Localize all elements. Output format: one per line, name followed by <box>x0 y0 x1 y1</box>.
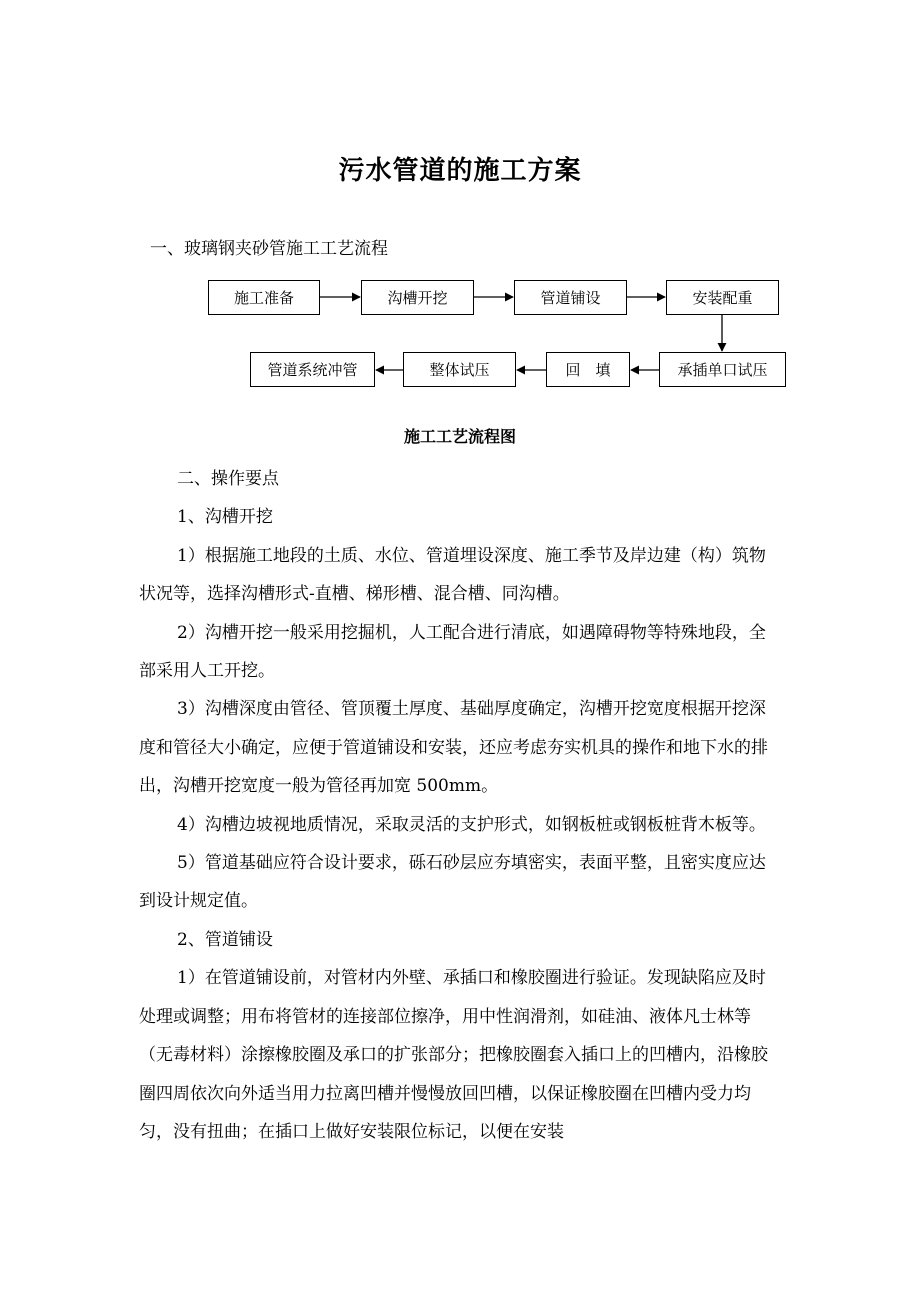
heading-operation-points: 二、操作要点 <box>177 469 279 489</box>
body-text <box>139 460 781 1151</box>
flow-step-trench: 沟槽开挖 <box>361 280 474 315</box>
paragraph: 5）管道基础应符合设计要求，砾石砂层应夯填密实，表面平整，且密实度应达到设计规定值。 <box>139 853 766 912</box>
flow-step-pipe-laying: 管道铺设 <box>514 280 627 315</box>
flow-step-backfill: 回 填 <box>546 352 630 387</box>
section-heading-flow: 一、玻璃钢夹砂管施工工艺流程 <box>150 239 388 259</box>
flow-step-prepare: 施工准备 <box>208 280 320 315</box>
paragraph: 1）在管道铺设前，对管材内外壁、承插口和橡胶圈进行验证。发现缺陷应及时处理或调整；用布将管材的连接部位擦净，用中性润滑剂，如硅油、液体凡士林等（无毒材料）涂擦橡胶圈及承口的扩张部分；把橡胶圈套入插口上的凹槽内，沿橡胶圈四周依次向外适当用力拉离凹槽并慢慢放回凹槽，以保证橡胶圈在凹槽内受力均匀，没有扭曲；在插口上做好安装限位标记，以便在安装 <box>139 968 768 1142</box>
paragraph: 1）根据施工地段的土质、水位、管道埋设深度、施工季节及岸边建（构）筑物状况等，选择沟槽形式-直槽、梯形槽、混合槽、同沟槽。 <box>139 545 766 605</box>
flow-step-overall-test: 整体试压 <box>403 352 516 387</box>
flow-step-ballast: 安装配重 <box>666 280 779 315</box>
subheading-trench: 1、沟槽开挖 <box>177 507 273 528</box>
subheading-pipe-laying: 2、管道铺设 <box>177 929 273 950</box>
flow-caption: 施工工艺流程图 <box>403 427 516 446</box>
flow-step-joint-test: 承插单口试压 <box>659 352 786 387</box>
paragraph: 2）沟槽开挖一般采用挖掘机，人工配合进行清底，如遇障碍物等特殊地段，全部采用人工开挖。 <box>139 622 766 682</box>
paragraph: 3）沟槽深度由管径、管顶覆土厚度、基础厚度确定，沟槽开挖宽度根据开挖深度和管径大小确定，应便于管道铺设和安装，还应考虑夯实机具的操作和地下水的排出，沟槽开挖宽度一般为管径再加宽 500mm。 <box>139 699 768 797</box>
flow-step-flush: 管道系统冲管 <box>250 352 375 387</box>
paragraph: 4）沟槽边坡视地质情况，采取灵活的支护形式，如钢板桩或钢板桩背木板等。 <box>177 814 766 835</box>
document-title: 污水管道的施工方案 <box>338 156 582 186</box>
